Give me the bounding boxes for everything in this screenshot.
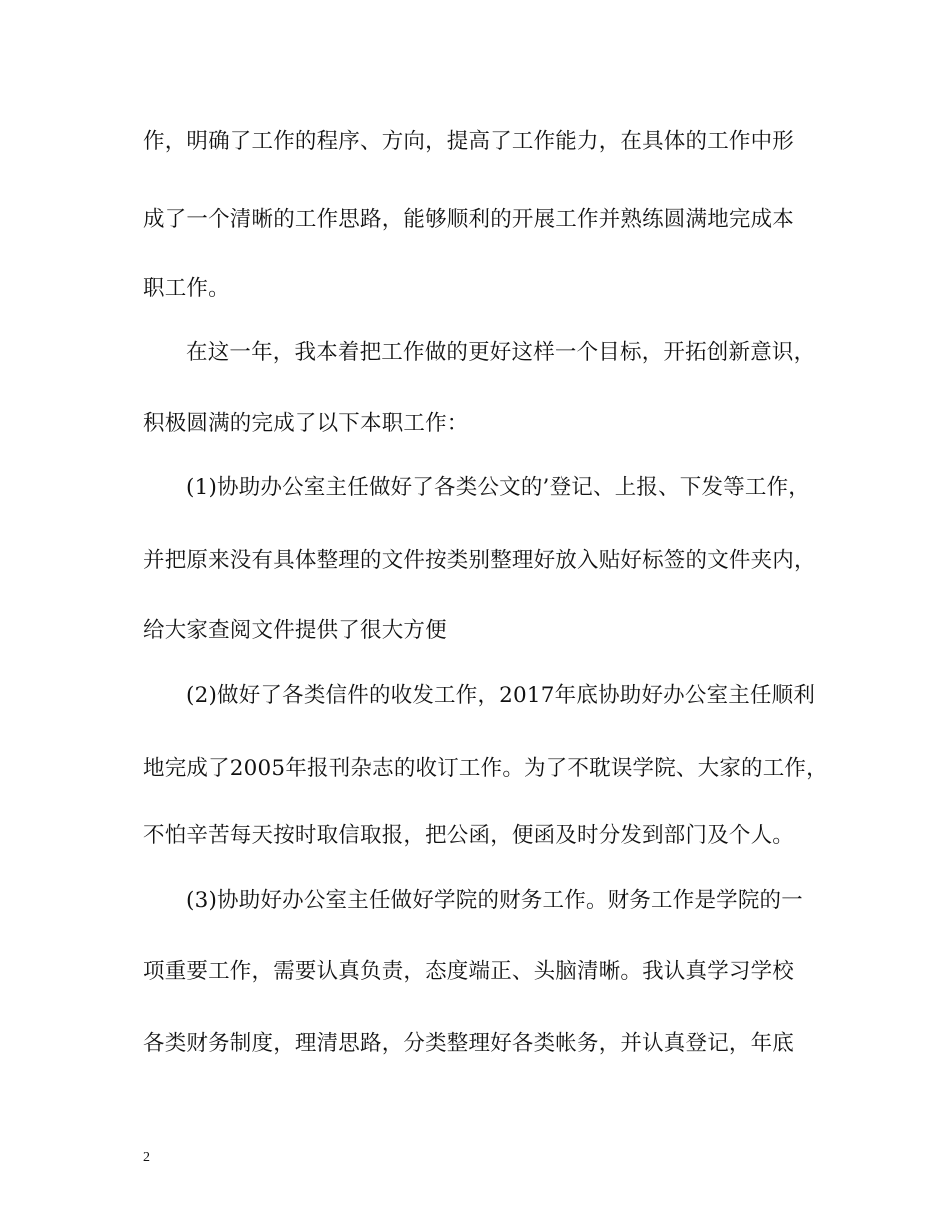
- text-line: 成了一个清晰的工作思路，能够顺利的开展工作并熟练圆满地完成本: [143, 207, 795, 232]
- page-number: 2: [143, 1150, 150, 1165]
- paragraph-start-line: (3)协助好办公室主任做好学院的财务工作。财务工作是学院的一: [186, 888, 803, 913]
- text-line: 地完成了2005年报刊杂志的收订工作。为了不耽误学院、大家的工作，: [143, 756, 828, 781]
- text-line: 给大家查阅文件提供了很大方便: [143, 618, 447, 643]
- text-line: 各类财务制度，理清思路，分类整理好各类帐务，并认真登记，年底: [143, 1031, 795, 1056]
- text-line: 职工作。: [143, 276, 230, 301]
- paragraph-start-line: (2)做好了各类信件的收发工作，2017年底协助好办公室主任顺利: [186, 683, 816, 708]
- text-line: 作，明确了工作的程序、方向，提高了工作能力，在具体的工作中形: [143, 129, 795, 154]
- text-line: 不怕辛苦每天按时取信取报，把公函，便函及时分发到部门及个人。: [143, 823, 795, 848]
- paragraph-start-line: (1)协助办公室主任做好了各类公文的’登记、上报、下发等工作，: [186, 475, 810, 500]
- text-line: 项重要工作，需要认真负责，态度端正、头脑清晰。我认真学习学校: [143, 959, 795, 984]
- text-line: 并把原来没有具体整理的文件按类别整理好放入贴好标签的文件夹内，: [143, 548, 816, 573]
- text-line: 积极圆满的完成了以下本职工作：: [143, 411, 469, 436]
- paragraph-start-line: 在这一年，我本着把工作做的更好这样一个目标，开拓创新意识，: [186, 340, 816, 365]
